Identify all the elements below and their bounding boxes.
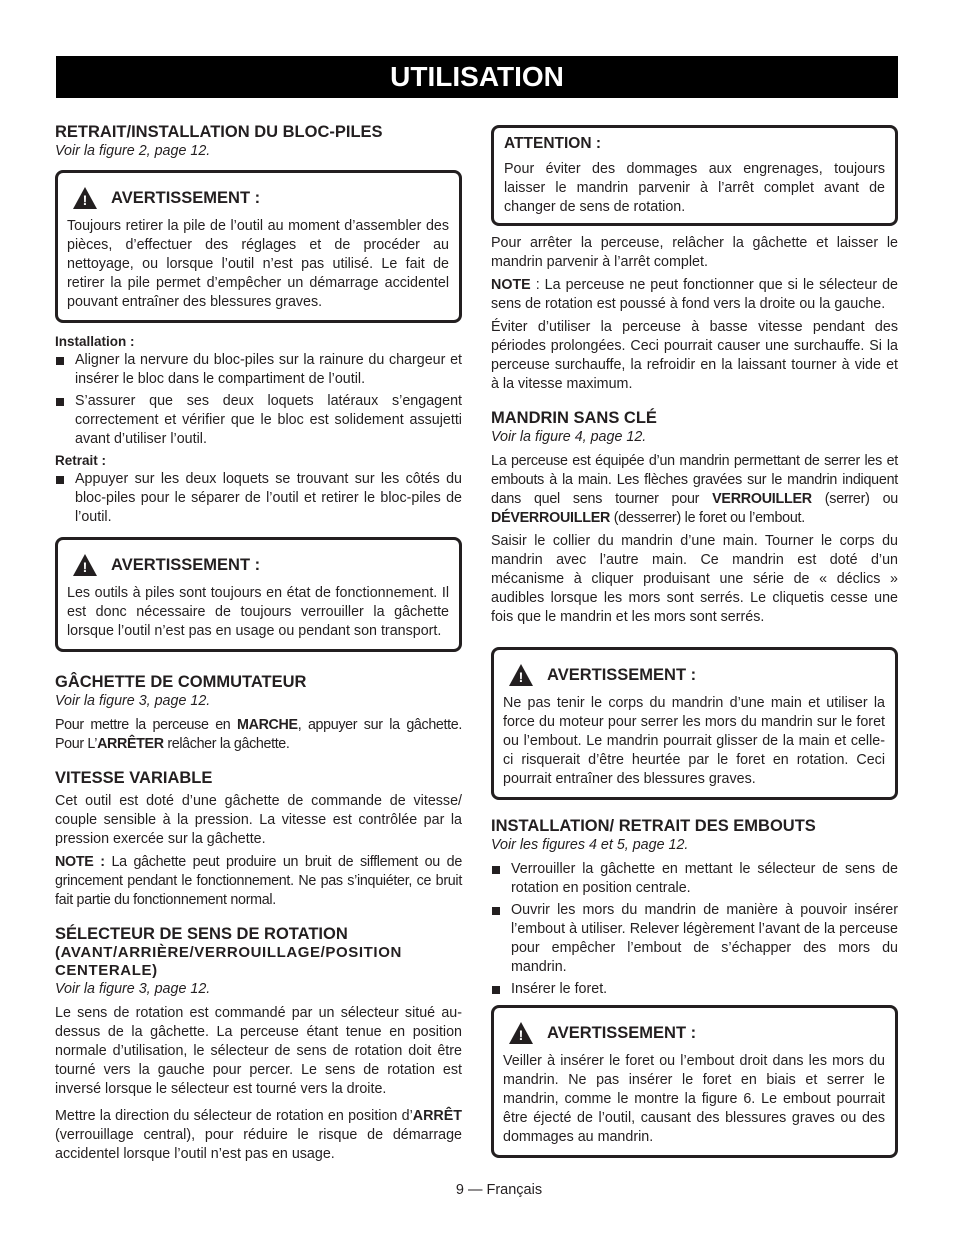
warning-box — [55, 537, 462, 652]
warning-text: Ne pas tenir le corps du mandrin d’une main et utiliser la force du moteur pour serrer les mors du mandrin sur le foret ou l’embout. Le mandrin pourrait glisser de la main et celle-ci risquerait d’être heurtée par le foret en rotation. Ceci pourrait entraîner des blessures graves. — [503, 695, 885, 787]
paragraph: Cet outil est doté d’une gâchette de commande de vitesse/ couple sensible à la pression. La vitesse est contrôlée par la pression exercée sur la gâchette. — [55, 793, 462, 847]
retrait-label: Retrait : — [55, 453, 107, 468]
warning-box — [55, 170, 462, 323]
warning-text: Veiller à insérer le foret ou l’embout droit dans les mors du mandrin. Ne pas insérer le foret en biais et serrer le mandrin, comme le montre la figure 6. Le embout pourrait être éjecté de l’outil, causant des blessures graves ou des dommages au mandrin. — [503, 1053, 885, 1145]
note-paragraph: NOTE : La gâchette peut produire un bruit de sifflement ou de grincement pendant le fonctionnement. Ne pas s’inquiéter, ce bruit fait partie du fonctionnement normal. — [55, 854, 462, 908]
list-item: Ouvrir les mors du mandrin de manière à pouvoir insérer l’embout à utiliser. Relever légèrement l’avant de la perceuse pour empêcher l’embout de s’échapper des mors du mandrin. — [491, 901, 898, 977]
list-item: Insérer le foret. — [491, 980, 898, 999]
page-footer — [0, 1182, 954, 1198]
figure-reference: Voir les figures 4 et 5, page 12. — [491, 837, 689, 853]
warning-triangle-icon: ! — [73, 187, 97, 209]
section-heading-bit-install: INSTALLATION/ RETRAIT DES EMBOUTS — [491, 817, 816, 835]
bullet-square-icon — [56, 476, 64, 484]
bullet-square-icon — [492, 907, 500, 915]
warning-text: Les outils à piles sont toujours en état de fonctionnement. Il est donc nécessaire de toujours verrouiller la gâchette lorsque l’outil n’est pas en usage ou pendant son transport. — [67, 585, 449, 639]
list-item: Aligner la nervure du bloc-piles sur la rainure du chargeur et insérer le bloc dans le compartiment de l’outil. — [55, 351, 462, 389]
retrait-list — [55, 470, 462, 527]
paragraph: Pour arrêter la perceuse, relâcher la gâchette et laisser le mandrin parvenir à l’arrêt complet. — [491, 235, 898, 270]
section-heading-battery: RETRAIT/INSTALLATION DU BLOC-PILES — [55, 123, 383, 141]
list-item: S’assurer que ses deux loquets latéraux s’engagent correctement et vérifier que le bloc est solidement assujetti avant d’utiliser l’outil. — [55, 392, 462, 449]
paragraph: Le sens de rotation est commandé par un sélecteur situé au-dessus de la gâchette. La perceuse étant tenue en position normale d’utilisation, le sélecteur de sens de rotation doit être tourné vers la gauche pour percer. Le sens de rotation est inversé lorsque le sélecteur est tourné vers la droite. — [55, 1005, 462, 1097]
installation-label: Installation : — [55, 334, 135, 349]
warning-triangle-icon: ! — [509, 1022, 533, 1044]
warning-title: AVERTISSEMENT : — [111, 555, 261, 574]
paragraph: Éviter d’utiliser la perceuse à basse vitesse pendant des périodes prolongées. Ceci pourrait causer une surchauffe. Si la perceuse surchauffe, la refroidir en la laissant tourner à vide et à la vitesse maximum. — [491, 319, 898, 392]
section-heading-rotation-selector: SÉLECTEUR DE SENS DE ROTATION — [55, 925, 348, 943]
section-heading-trigger: GÂCHETTE DE COMMUTATEUR — [55, 673, 307, 691]
warning-title: AVERTISSEMENT : — [547, 665, 697, 684]
list-item: Verrouiller la gâchette en mettant le sélecteur de sens de rotation en position centrale. — [491, 860, 898, 898]
installation-list — [55, 351, 462, 449]
bullet-square-icon — [56, 398, 64, 406]
figure-reference: Voir la figure 4, page 12. — [491, 429, 647, 445]
bullet-square-icon — [492, 866, 500, 874]
figure-reference: Voir la figure 2, page 12. — [55, 143, 211, 159]
list-item: Appuyer sur les deux loquets se trouvant sur les côtés du bloc-piles pour le séparer de l’outil et retirer le bloc-piles de l’outil. — [55, 470, 462, 527]
paragraph: Mettre la direction du sélecteur de rotation en position d’ARRÊT (verrouillage central), pour réduire le risque de démarrage accidentel lorsque l’outil n’est pas en usage. — [55, 1108, 462, 1162]
paragraph: La perceuse est équipée d’un mandrin permettant de serrer les et embouts à la main. Les flèches gravées sur le mandrin indiquent dans quel sens tourner pour VERROUILLER (serrer) ou DÉVERROUILLER (desserrer) le foret ou l’embout. — [491, 453, 898, 526]
attention-text: Pour éviter des dommages aux engrenages, toujours laisser le mandrin parvenir à l’arrêt complet avant de changer de sens de rotation. — [504, 161, 885, 215]
page-number: 9 — Français — [455, 1182, 543, 1198]
figure-reference: Voir la figure 3, page 12. — [55, 981, 211, 997]
right-column — [491, 125, 898, 1158]
page-banner: UTILISATION — [56, 56, 898, 98]
warning-title: AVERTISSEMENT : — [111, 188, 261, 207]
left-column — [55, 122, 462, 1168]
paragraph: Saisir le collier du mandrin d’une main. Tourner le corps du mandrin avec l’autre main. Ce mandrin est doté d’un mécanisme à cliquer produisant une série de « déclics » audibles lorsque les mors sont serrés. Le cliquetis cesse une fois que le mandrin et les mors sont serrés. — [491, 533, 898, 625]
section-heading-variable-speed: VITESSE VARIABLE — [55, 769, 213, 787]
attention-title: ATTENTION : — [504, 135, 602, 152]
figure-reference: Voir la figure 3, page 12. — [55, 693, 211, 709]
warning-triangle-icon: ! — [73, 554, 97, 576]
bullet-square-icon — [56, 357, 64, 365]
bit-install-list — [491, 860, 898, 999]
bullet-square-icon — [492, 986, 500, 994]
warning-box — [491, 647, 898, 800]
warning-triangle-icon: ! — [509, 664, 533, 686]
warning-title: AVERTISSEMENT : — [547, 1023, 697, 1042]
attention-box — [491, 125, 898, 226]
paragraph: Pour mettre la perceuse en MARCHE, appuyer sur la gâchette. Pour L’ARRÊTER relâcher la gâchette. — [55, 717, 462, 752]
note-paragraph: NOTE : La perceuse ne peut fonctionner que si le sélecteur de sens de rotation est poussé à fond vers la droite ou la gauche. — [491, 277, 898, 312]
warning-box — [491, 1005, 898, 1158]
section-heading-keyless-chuck: MANDRIN SANS CLÉ — [491, 409, 657, 427]
section-subheading: (AVANT/ARRIÈRE/VERROUILLAGE/POSITION CENTERALE) — [55, 944, 402, 979]
warning-text: Toujours retirer la pile de l’outil au moment d’assembler des pièces, d’effectuer des réglages et de procéder au nettoyage, ou lorsque l’outil n’est pas utilisé. Le fait de retirer la pile permet d’empêcher un démarrage accidentel pouvant entraîner des blessures graves. — [67, 218, 449, 310]
